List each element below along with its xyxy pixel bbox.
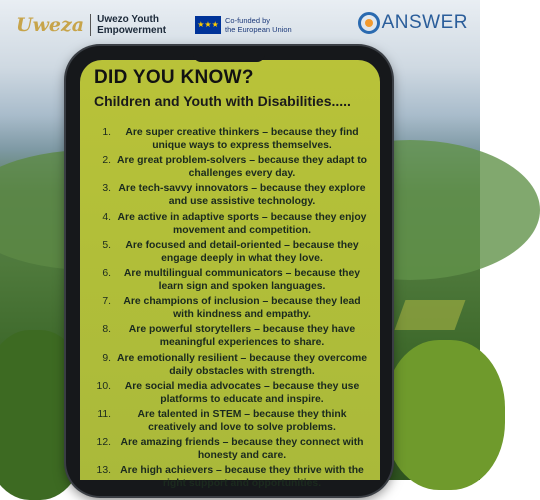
tree-shape: [385, 340, 505, 490]
eu-funding-text: [225, 16, 292, 34]
list-item-number: 12.: [96, 437, 111, 449]
list-item: [94, 182, 368, 208]
list-item: [94, 267, 368, 293]
uwezo-script-wordmark: Uweza: [16, 14, 85, 36]
list-item: [94, 464, 368, 490]
list-item: [94, 408, 368, 434]
card-subtitle: Children and Youth with Disabilities.....: [94, 93, 351, 109]
list-item-text: Are talented in STEM – because they think creatively and love to solve problems.: [137, 408, 347, 433]
phone-screen-card: [80, 60, 380, 490]
list-item-number: 10.: [96, 380, 111, 392]
list-item-number: 7.: [102, 296, 111, 308]
list-item: [94, 380, 368, 406]
uwezo-name-line1: Uwezo Youth: [97, 14, 159, 25]
uwezo-logo: [16, 14, 166, 36]
list-item-text: Are multilingual communicators – because they learn sign and spoken languages.: [123, 267, 361, 292]
list-item: [94, 154, 368, 180]
eu-line1: Co-funded by: [225, 16, 271, 25]
list-item: [94, 126, 368, 152]
facts-list: [94, 126, 368, 492]
list-item-text: Are amazing friends – because they connect with honesty and care.: [120, 437, 364, 462]
logo-divider: [90, 14, 91, 36]
list-item: [94, 352, 368, 378]
list-item-number: 1.: [102, 127, 111, 138]
uwezo-org-name: [97, 14, 166, 36]
list-item: [94, 323, 368, 349]
list-item-number: 13.: [96, 465, 111, 477]
list-item-number: 3.: [102, 183, 111, 195]
list-item-text: Are powerful storytellers – because they have meaningful experiences to share.: [128, 324, 356, 349]
list-item-text: Are high achievers – because they thrive with the right support and opportunities.: [120, 465, 364, 490]
list-item-text: Are emotionally resilient – because they overcome daily obstacles with strength.: [116, 352, 368, 377]
list-item-text: Are social media advocates – because they use platforms to educate and inspire.: [124, 380, 360, 405]
field-shape: [395, 300, 466, 330]
list-item-text: Are active in adaptive sports – because they enjoy movement and competition.: [117, 211, 367, 236]
list-item-number: 6.: [102, 267, 111, 279]
card-title: DID YOU KNOW?: [94, 67, 254, 88]
uwezo-name-line2: Empowerment: [97, 25, 167, 36]
eu-funding-logo: [195, 16, 292, 34]
list-item-number: 5.: [102, 239, 111, 251]
list-item: [94, 295, 368, 321]
list-item-text: Are champions of inclusion – because they lead with kindness and empathy.: [123, 296, 361, 321]
list-item-text: Are great problem-solvers – because they adapt to challenges every day.: [116, 155, 368, 180]
list-item-text: Are tech-savvy innovators – because they explore and use assistive technology.: [118, 183, 366, 208]
eu-line2: the European Union: [225, 25, 292, 34]
answer-logo: [358, 12, 468, 34]
list-item-number: 8.: [102, 324, 111, 336]
list-item-number: 2.: [102, 155, 111, 167]
answer-wordmark: ANSWER: [381, 12, 468, 33]
logo-header: [0, 0, 480, 48]
list-item-number: 4.: [102, 211, 111, 223]
list-item-text: Are super creative thinkers – because they find unique ways to express themselves.: [125, 127, 359, 151]
list-item-number: 9.: [102, 352, 111, 364]
eu-flag-icon: ★★★: [195, 16, 221, 34]
list-item: [94, 239, 368, 265]
list-item-text: Are focused and detail-oriented – because they engage deeply in what they love.: [125, 239, 359, 264]
list-item: [94, 211, 368, 237]
answer-globe-icon: [358, 12, 380, 34]
phone-notch: [193, 52, 265, 62]
list-item-number: 11.: [97, 408, 111, 420]
list-item: [94, 436, 368, 462]
